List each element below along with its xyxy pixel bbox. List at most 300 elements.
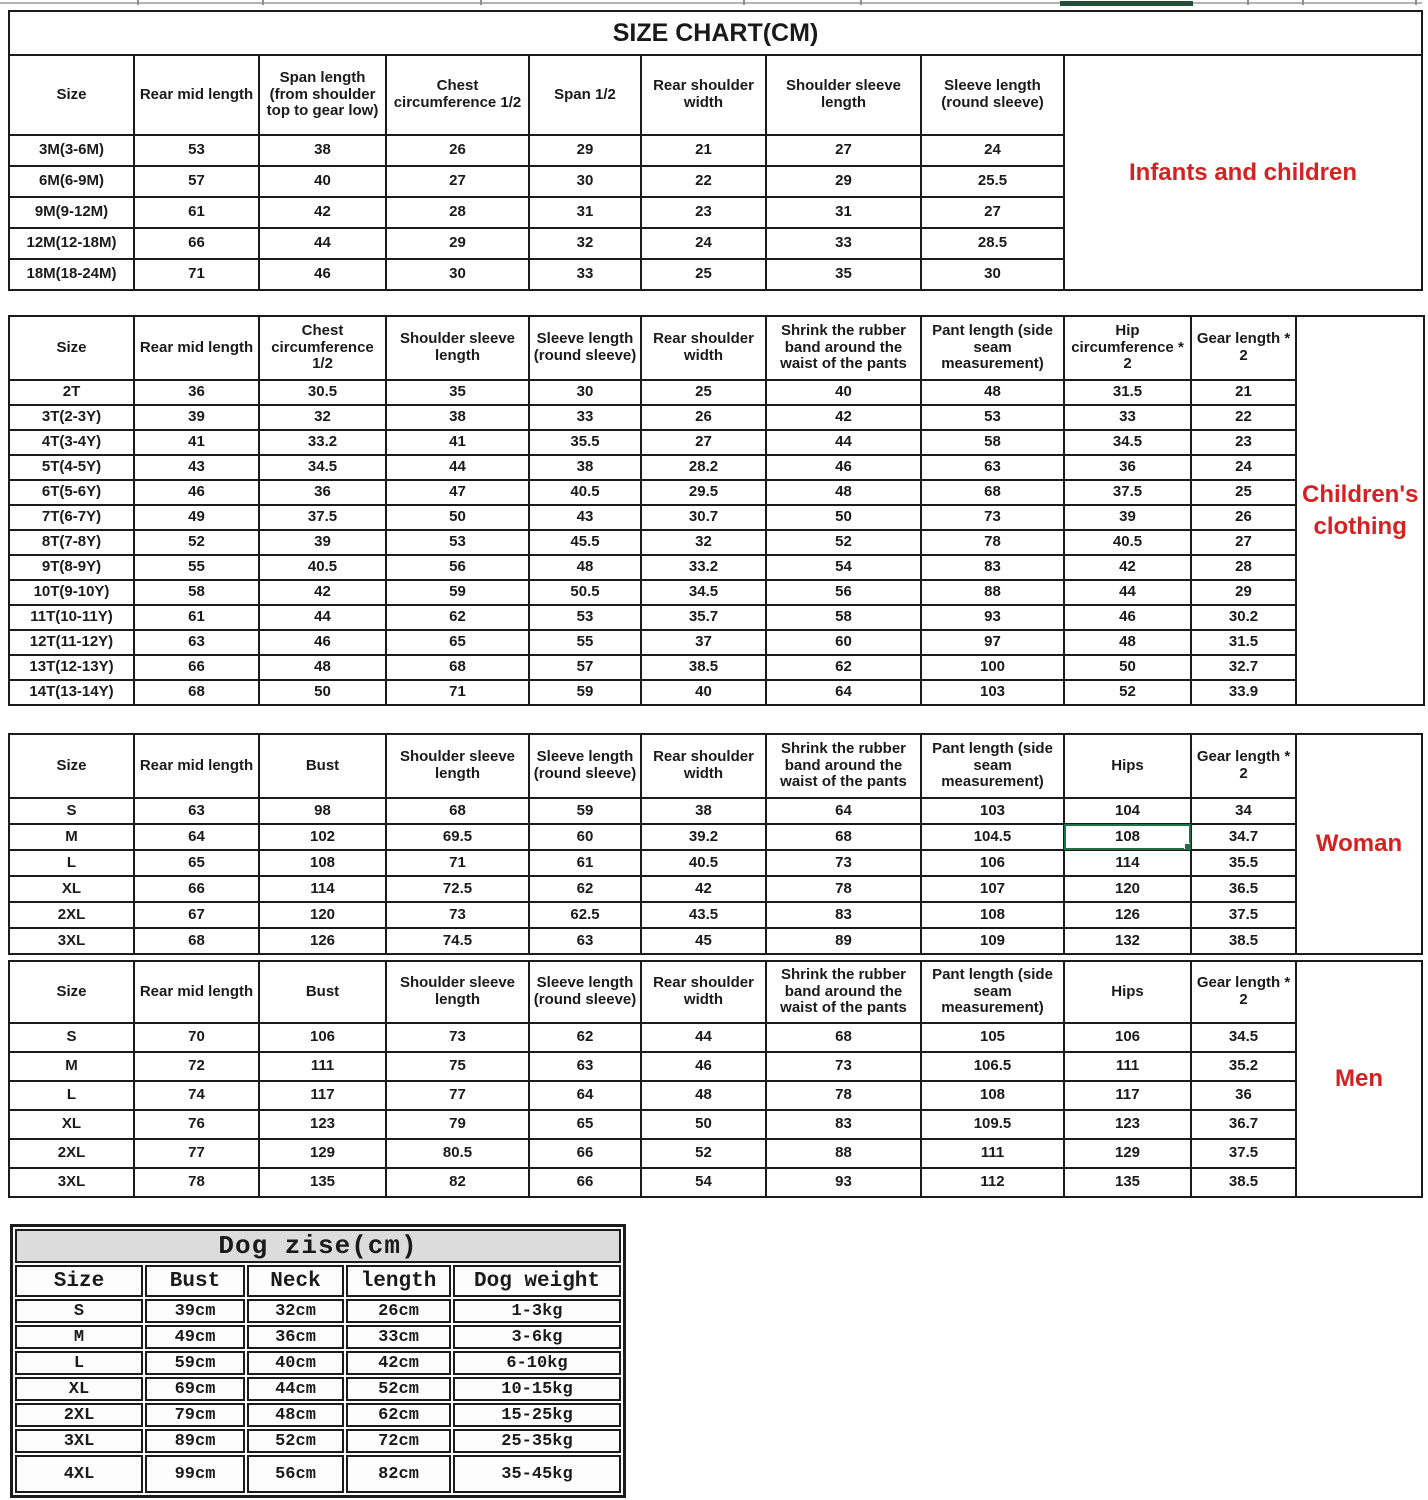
value-cell: 35.5 [1191, 850, 1296, 876]
size-cell: M [9, 824, 134, 850]
men-size-table [8, 960, 1423, 1198]
value-cell: 34.5 [259, 455, 386, 480]
value-cell: 89 [766, 928, 921, 954]
value-cell: 55 [134, 555, 259, 580]
size-cell: 11T(10-11Y) [9, 605, 134, 630]
value-cell: 15-25kg [453, 1403, 621, 1427]
value-cell: 52cm [247, 1429, 344, 1453]
column-header: Neck [247, 1265, 344, 1297]
value-cell: 24 [1191, 455, 1296, 480]
women-size-table [8, 733, 1423, 955]
value-cell: 35-45kg [453, 1455, 621, 1493]
column-header: Rear shoulder width [641, 55, 766, 135]
column-header: Sleeve length (round sleeve) [529, 961, 641, 1023]
value-cell: 72.5 [386, 876, 529, 902]
value-cell: 104 [1064, 798, 1191, 824]
value-cell: 39 [134, 405, 259, 430]
column-header: Dog weight [453, 1265, 621, 1297]
value-cell: 34.7 [1191, 824, 1296, 850]
category-label: Infants and children [1064, 55, 1422, 290]
value-cell: 126 [259, 928, 386, 954]
value-cell: 53 [529, 605, 641, 630]
column-header: Rear mid length [134, 55, 259, 135]
value-cell: 68 [386, 655, 529, 680]
value-cell: 114 [1064, 850, 1191, 876]
table-row [9, 1139, 1422, 1168]
value-cell: 77 [134, 1139, 259, 1168]
value-cell: 26 [386, 135, 529, 166]
table-row [15, 1325, 621, 1349]
value-cell: 39 [259, 530, 386, 555]
value-cell: 88 [921, 580, 1064, 605]
value-cell: 54 [766, 555, 921, 580]
column-header: Shoulder sleeve length [386, 316, 529, 380]
value-cell: 25-35kg [453, 1429, 621, 1453]
header-row [9, 316, 1424, 380]
column-header: Pant length (side seam measurement) [921, 961, 1064, 1023]
value-cell: 27 [386, 166, 529, 197]
column-header: Shrink the rubber band around the waist of the pants [766, 734, 921, 798]
column-header: Rear mid length [134, 316, 259, 380]
value-cell: 106 [259, 1023, 386, 1052]
value-cell: 24 [921, 135, 1064, 166]
table-row [9, 480, 1424, 505]
size-cell: 12T(11-12Y) [9, 630, 134, 655]
column-header: Size [9, 55, 134, 135]
table-title: SIZE CHART(CM) [9, 11, 1422, 55]
value-cell: 35.7 [641, 605, 766, 630]
value-cell: 30.7 [641, 505, 766, 530]
value-cell: 30 [529, 380, 641, 405]
column-header: Bust [259, 734, 386, 798]
value-cell: 31 [766, 197, 921, 228]
size-cell: S [9, 1023, 134, 1052]
grid-tick [860, 0, 862, 5]
value-cell: 70 [134, 1023, 259, 1052]
value-cell: 33cm [346, 1325, 451, 1349]
value-cell: 27 [1191, 530, 1296, 555]
value-cell: 29 [529, 135, 641, 166]
value-cell: 49 [134, 505, 259, 530]
column-header: Shoulder sleeve length [386, 961, 529, 1023]
table-row [9, 605, 1424, 630]
column-header: Rear mid length [134, 961, 259, 1023]
value-cell: 35 [386, 380, 529, 405]
value-cell: 33.9 [1191, 680, 1296, 705]
value-cell: 40 [766, 380, 921, 405]
value-cell: 66 [134, 228, 259, 259]
grid-tick [1415, 0, 1417, 5]
table-row [9, 455, 1424, 480]
header-row [15, 1265, 621, 1297]
value-cell: 103 [921, 798, 1064, 824]
value-cell: 99cm [145, 1455, 245, 1493]
value-cell: 52cm [346, 1377, 451, 1401]
column-header: Chest circumference 1/2 [386, 55, 529, 135]
table-row [9, 680, 1424, 705]
value-cell: 79 [386, 1110, 529, 1139]
value-cell: 57 [134, 166, 259, 197]
value-cell: 32cm [247, 1299, 344, 1323]
column-header: Gear length * 2 [1191, 961, 1296, 1023]
value-cell: 76 [134, 1110, 259, 1139]
value-cell: 68 [766, 824, 921, 850]
value-cell: 71 [386, 850, 529, 876]
value-cell: 36.5 [1191, 876, 1296, 902]
size-cell: 2XL [15, 1403, 143, 1427]
value-cell: 44 [766, 430, 921, 455]
value-cell: 68 [134, 680, 259, 705]
value-cell: 48 [921, 380, 1064, 405]
value-cell: 37.5 [259, 505, 386, 530]
value-cell: 106.5 [921, 1052, 1064, 1081]
value-cell: 38 [259, 135, 386, 166]
value-cell: 50 [259, 680, 386, 705]
value-cell: 33 [1064, 405, 1191, 430]
value-cell: 55 [529, 630, 641, 655]
value-cell: 59cm [145, 1351, 245, 1375]
value-cell: 46 [766, 455, 921, 480]
value-cell: 67 [134, 902, 259, 928]
size-cell: 3XL [9, 1168, 134, 1197]
value-cell: 120 [259, 902, 386, 928]
value-cell: 50.5 [529, 580, 641, 605]
value-cell: 62 [529, 876, 641, 902]
value-cell: 58 [921, 430, 1064, 455]
value-cell: 78 [134, 1168, 259, 1197]
value-cell: 28.5 [921, 228, 1064, 259]
value-cell: 23 [641, 197, 766, 228]
grid-tick [1247, 0, 1249, 5]
value-cell: 45 [641, 928, 766, 954]
size-cell: L [9, 850, 134, 876]
dog-size-table [10, 1224, 626, 1498]
value-cell: 114 [259, 876, 386, 902]
value-cell: 129 [1064, 1139, 1191, 1168]
table-row [9, 1052, 1422, 1081]
value-cell: 26 [641, 405, 766, 430]
value-cell: 53 [386, 530, 529, 555]
column-header: length [346, 1265, 451, 1297]
value-cell: 59 [529, 798, 641, 824]
column-header: Hips [1064, 734, 1191, 798]
value-cell: 71 [134, 259, 259, 290]
value-cell: 50 [1064, 655, 1191, 680]
value-cell: 38 [529, 455, 641, 480]
table-row [9, 405, 1424, 430]
value-cell: 43.5 [641, 902, 766, 928]
value-cell: 48 [529, 555, 641, 580]
column-header: Span length (from shoulder top to gear low) [259, 55, 386, 135]
value-cell: 71 [386, 680, 529, 705]
value-cell: 21 [1191, 380, 1296, 405]
value-cell: 52 [134, 530, 259, 555]
column-header: Sleeve length (round sleeve) [921, 55, 1064, 135]
table-row [15, 1429, 621, 1453]
value-cell: 32 [259, 405, 386, 430]
table-row [9, 430, 1424, 455]
table-row [9, 380, 1424, 405]
grid-tick [262, 0, 264, 5]
column-header: Pant length (side seam measurement) [921, 316, 1064, 380]
size-cell: L [15, 1351, 143, 1375]
value-cell: 44 [259, 228, 386, 259]
value-cell: 62cm [346, 1403, 451, 1427]
size-cell: 9M(9-12M) [9, 197, 134, 228]
value-cell: 56cm [247, 1455, 344, 1493]
value-cell: 49cm [145, 1325, 245, 1349]
value-cell: 50 [386, 505, 529, 530]
value-cell: 44 [386, 455, 529, 480]
size-cell: XL [9, 1110, 134, 1139]
value-cell: 52 [641, 1139, 766, 1168]
value-cell: 1-3kg [453, 1299, 621, 1323]
value-cell: 108 [921, 1081, 1064, 1110]
title-row [9, 11, 1422, 55]
value-cell: 79cm [145, 1403, 245, 1427]
value-cell: 135 [259, 1168, 386, 1197]
value-cell: 44cm [247, 1377, 344, 1401]
value-cell: 36.7 [1191, 1110, 1296, 1139]
column-header: Rear shoulder width [641, 734, 766, 798]
column-header: Gear length * 2 [1191, 734, 1296, 798]
size-cell: XL [9, 876, 134, 902]
value-cell: 132 [1064, 928, 1191, 954]
value-cell: 26 [1191, 505, 1296, 530]
size-cell: 3XL [15, 1429, 143, 1453]
value-cell: 39.2 [641, 824, 766, 850]
value-cell: 39cm [145, 1299, 245, 1323]
size-cell: 8T(7-8Y) [9, 530, 134, 555]
value-cell: 107 [921, 876, 1064, 902]
value-cell: 30 [386, 259, 529, 290]
value-cell: 56 [766, 580, 921, 605]
value-cell: 31.5 [1064, 380, 1191, 405]
table-row [15, 1351, 621, 1375]
value-cell: 52 [766, 530, 921, 555]
header-row [9, 734, 1422, 798]
column-header: Shoulder sleeve length [766, 55, 921, 135]
value-cell: 37.5 [1064, 480, 1191, 505]
value-cell: 108 [259, 850, 386, 876]
value-cell: 40.5 [259, 555, 386, 580]
column-header: Hips [1064, 961, 1191, 1023]
size-cell: 18M(18-24M) [9, 259, 134, 290]
size-cell: 12M(12-18M) [9, 228, 134, 259]
value-cell: 35 [766, 259, 921, 290]
value-cell: 23 [1191, 430, 1296, 455]
value-cell: 30 [529, 166, 641, 197]
column-header: Rear shoulder width [641, 961, 766, 1023]
value-cell: 43 [529, 505, 641, 530]
value-cell: 28 [386, 197, 529, 228]
value-cell: 83 [921, 555, 1064, 580]
value-cell: 34.5 [1191, 1023, 1296, 1052]
value-cell: 35.5 [529, 430, 641, 455]
value-cell: 36 [1191, 1081, 1296, 1110]
value-cell: 22 [641, 166, 766, 197]
size-cell: 6T(5-6Y) [9, 480, 134, 505]
column-header: Sleeve length (round sleeve) [529, 316, 641, 380]
table-row [15, 1455, 621, 1493]
column-header: Bust [145, 1265, 245, 1297]
value-cell: 32 [529, 228, 641, 259]
value-cell: 63 [529, 928, 641, 954]
value-cell: 66 [529, 1139, 641, 1168]
table-row [9, 1110, 1422, 1139]
value-cell: 40 [641, 680, 766, 705]
table-row [9, 530, 1424, 555]
value-cell: 48 [766, 480, 921, 505]
value-cell: 74 [134, 1081, 259, 1110]
value-cell: 89cm [145, 1429, 245, 1453]
value-cell: 34.5 [1064, 430, 1191, 455]
category-label: Men [1296, 961, 1422, 1197]
value-cell: 83 [766, 902, 921, 928]
value-cell: 29 [766, 166, 921, 197]
grid-tick [137, 0, 139, 5]
grid-tick [743, 0, 745, 5]
value-cell: 75 [386, 1052, 529, 1081]
value-cell: 53 [921, 405, 1064, 430]
value-cell: 42 [641, 876, 766, 902]
value-cell: 22 [1191, 405, 1296, 430]
value-cell: 27 [641, 430, 766, 455]
value-cell: 58 [766, 605, 921, 630]
value-cell: 25.5 [921, 166, 1064, 197]
value-cell: 58 [134, 580, 259, 605]
value-cell: 73 [766, 1052, 921, 1081]
value-cell: 68 [386, 798, 529, 824]
value-cell: 25 [641, 259, 766, 290]
size-cell: 4XL [15, 1455, 143, 1493]
table-row [9, 580, 1424, 605]
value-cell: 25 [1191, 480, 1296, 505]
value-cell: 135 [1064, 1168, 1191, 1197]
value-cell: 29 [1191, 580, 1296, 605]
column-header: Rear mid length [134, 734, 259, 798]
size-cell: 7T(6-7Y) [9, 505, 134, 530]
value-cell: 63 [529, 1052, 641, 1081]
value-cell: 62 [386, 605, 529, 630]
value-cell: 112 [921, 1168, 1064, 1197]
table-row [9, 655, 1424, 680]
value-cell: 120 [1064, 876, 1191, 902]
value-cell: 46 [641, 1052, 766, 1081]
value-cell: 42 [1064, 555, 1191, 580]
value-cell: 38 [386, 405, 529, 430]
value-cell: 123 [259, 1110, 386, 1139]
table-row [9, 798, 1422, 824]
value-cell: 88 [766, 1139, 921, 1168]
column-header: Shrink the rubber band around the waist of the pants [766, 316, 921, 380]
sheet-top-gridline [0, 2, 1422, 4]
value-cell: 66 [529, 1168, 641, 1197]
size-cell: 5T(4-5Y) [9, 455, 134, 480]
value-cell: 102 [259, 824, 386, 850]
column-header: Chest circumference 1/2 [259, 316, 386, 380]
value-cell: 69.5 [386, 824, 529, 850]
value-cell: 56 [386, 555, 529, 580]
value-cell: 33.2 [641, 555, 766, 580]
value-cell: 60 [529, 824, 641, 850]
value-cell: 21 [641, 135, 766, 166]
value-cell: 50 [641, 1110, 766, 1139]
category-label: Children's clothing [1296, 316, 1424, 705]
value-cell: 42 [259, 197, 386, 228]
value-cell: 44 [641, 1023, 766, 1052]
value-cell: 50 [766, 505, 921, 530]
table-row [9, 630, 1424, 655]
value-cell: 123 [1064, 1110, 1191, 1139]
value-cell: 33 [766, 228, 921, 259]
value-cell: 42 [766, 405, 921, 430]
size-cell: 3M(3-6M) [9, 135, 134, 166]
value-cell: 98 [259, 798, 386, 824]
value-cell: 62 [766, 655, 921, 680]
value-cell: 65 [386, 630, 529, 655]
table-row [15, 1299, 621, 1323]
value-cell: 78 [766, 876, 921, 902]
value-cell: 111 [921, 1139, 1064, 1168]
column-header: Size [15, 1265, 143, 1297]
size-cell: L [9, 1081, 134, 1110]
value-cell: 37 [641, 630, 766, 655]
value-cell: 64 [766, 798, 921, 824]
value-cell: 72cm [346, 1429, 451, 1453]
value-cell: 73 [386, 902, 529, 928]
value-cell: 39 [1064, 505, 1191, 530]
value-cell: 65 [529, 1110, 641, 1139]
table-title: Dog zise(cm) [15, 1229, 621, 1263]
value-cell: 44 [1064, 580, 1191, 605]
table-row [15, 1403, 621, 1427]
value-cell: 61 [134, 605, 259, 630]
value-cell: 40.5 [1064, 530, 1191, 555]
title-row [15, 1229, 621, 1263]
size-cell: 13T(12-13Y) [9, 655, 134, 680]
table-row [9, 1168, 1422, 1197]
value-cell: 48 [259, 655, 386, 680]
value-cell: 38.5 [1191, 928, 1296, 954]
table-row [9, 555, 1424, 580]
size-cell: 6M(6-9M) [9, 166, 134, 197]
column-header: Shrink the rubber band around the waist of the pants [766, 961, 921, 1023]
value-cell: 73 [766, 850, 921, 876]
value-cell: 68 [921, 480, 1064, 505]
value-cell: 78 [921, 530, 1064, 555]
value-cell: 46 [1064, 605, 1191, 630]
value-cell: 36 [134, 380, 259, 405]
value-cell: 30.5 [259, 380, 386, 405]
size-cell: 3XL [9, 928, 134, 954]
header-row [9, 55, 1422, 135]
value-cell: 62.5 [529, 902, 641, 928]
value-cell: 40.5 [529, 480, 641, 505]
value-cell: 59 [529, 680, 641, 705]
value-cell: 42 [259, 580, 386, 605]
value-cell: 29 [386, 228, 529, 259]
grid-tick [1302, 0, 1304, 5]
value-cell: 41 [386, 430, 529, 455]
table-row [15, 1377, 621, 1401]
value-cell: 31 [529, 197, 641, 228]
value-cell: 46 [259, 259, 386, 290]
value-cell: 62 [529, 1023, 641, 1052]
value-cell: 10-15kg [453, 1377, 621, 1401]
value-cell: 117 [259, 1081, 386, 1110]
size-cell: 14T(13-14Y) [9, 680, 134, 705]
